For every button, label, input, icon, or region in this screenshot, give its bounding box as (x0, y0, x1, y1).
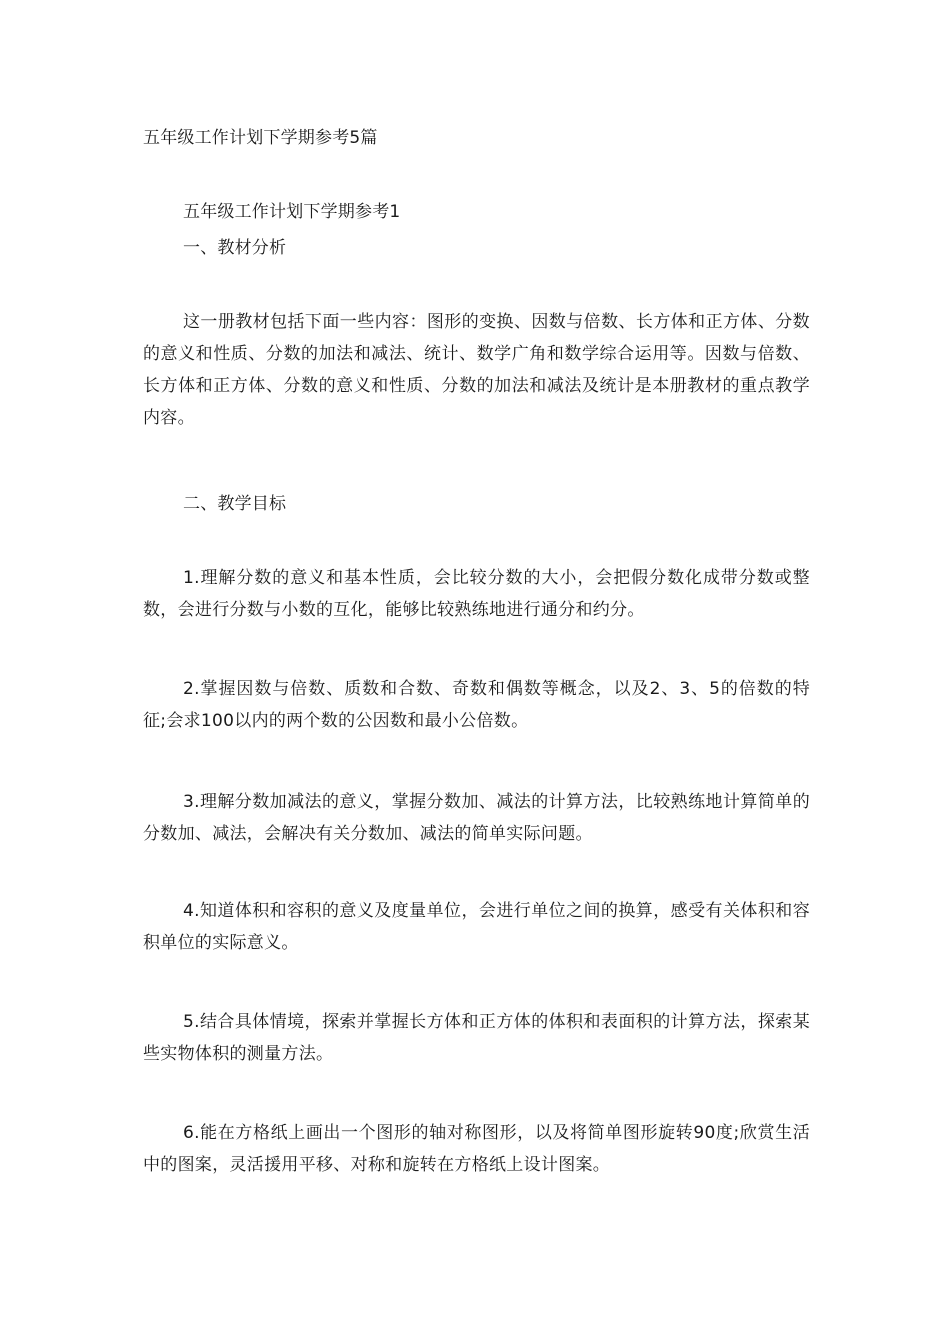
section-heading-materials: 一、教材分析 (183, 238, 287, 258)
goal-paragraph: 4.知道体积和容积的意义及度量单位，会进行单位之间的换算，感受有关体积和容积单位的实际意义。 (143, 901, 810, 953)
goal-paragraph: 3.理解分数加减法的意义，掌握分数加、减法的计算方法，比较熟练地计算简单的分数加、减法，会解决有关分数加、减法的简单实际问题。 (143, 792, 810, 844)
section-heading-goals: 二、教学目标 (183, 494, 287, 514)
goal-paragraph: 2.掌握因数与倍数、质数和合数、奇数和偶数等概念，以及2、3、5的倍数的特征;会求100以内的两个数的公因数和最小公倍数。 (143, 679, 810, 731)
document-title: 五年级工作计划下学期参考5篇 (143, 128, 378, 148)
section-text-materials: 这一册教材包括下面一些内容：图形的变换、因数与倍数、长方体和正方体、分数的意义和性质、分数的加法和减法、统计、数学广角和数学综合运用等。因数与倍数、长方体和正方体、分数的意义和性质、分数的加法和减法及统计是本册教材的重点教学内容。 (143, 312, 810, 428)
document-subtitle: 五年级工作计划下学期参考1 (183, 202, 401, 222)
goal-paragraph: 5.结合具体情境，探索并掌握长方体和正方体的体积和表面积的计算方法，探索某些实物体积的测量方法。 (143, 1012, 810, 1064)
goal-paragraph: 6.能在方格纸上画出一个图形的轴对称图形，以及将简单图形旋转90度;欣赏生活中的图案，灵活援用平移、对称和旋转在方格纸上设计图案。 (143, 1123, 810, 1175)
goal-paragraph: 1.理解分数的意义和基本性质，会比较分数的大小，会把假分数化成带分数或整数，会进行分数与小数的互化，能够比较熟练地进行通分和约分。 (143, 568, 810, 620)
